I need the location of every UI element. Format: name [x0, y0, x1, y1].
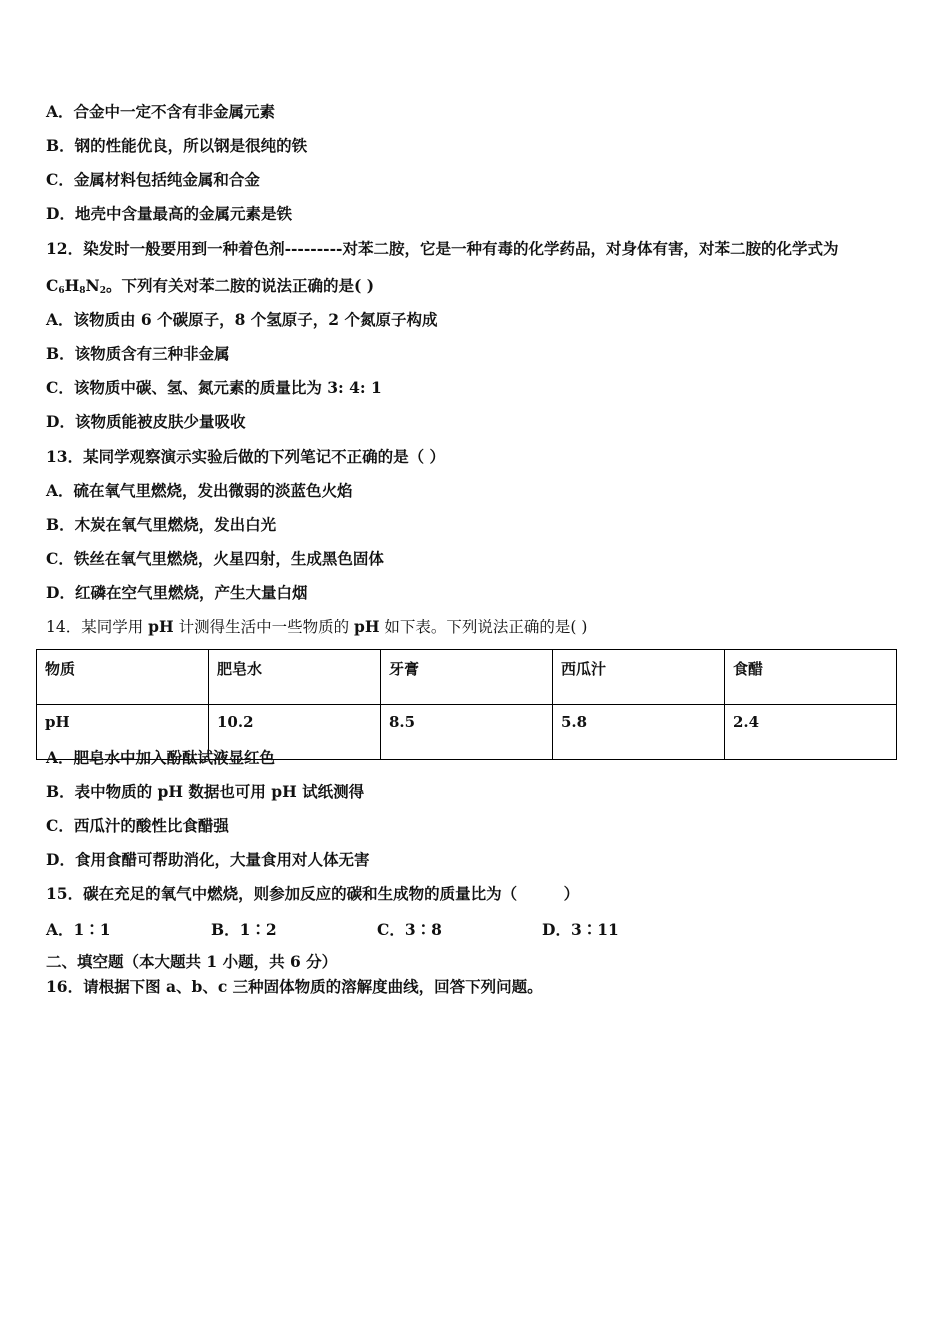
q15-option-d: D．3∶11 [542, 920, 619, 939]
table-cell: 牙膏 [381, 650, 553, 705]
q14-stem-p2: 计测得生活中一些物质的 [173, 618, 354, 636]
q14-stem-ph1: pH [148, 617, 174, 636]
formula-h: H [64, 276, 80, 295]
q11-option-a: A．合金中一定不含有非金属元素 [46, 102, 276, 121]
q14-option-c: C．西瓜汁的酸性比食醋强 [46, 816, 229, 835]
q15-stem: 15．碳在充足的氧气中燃烧，则参加反应的碳和生成物的质量比为（ ） [46, 884, 580, 903]
table-cell: 物质 [37, 650, 209, 705]
q14-stem-p3: 如下表。下列说法正确的是( ) [379, 618, 588, 636]
q15-option-c: C．3∶8 [377, 920, 442, 939]
formula-n: N [85, 276, 100, 295]
table-cell: 食醋 [725, 650, 897, 705]
q14-stem-ph2: pH [354, 617, 380, 636]
q12-stem-rest: 。下列有关对苯二胺的说法正确的是( ) [105, 276, 375, 295]
q11-option-c: C．金属材料包括纯金属和合金 [46, 170, 260, 189]
q11-option-b: B．钢的性能优良，所以钢是很纯的铁 [46, 136, 308, 155]
table-cell: 肥皂水 [209, 650, 381, 705]
section-heading: 二、填空题（本大题共 1 小题，共 6 分） [46, 952, 338, 971]
q13-option-c: C．铁丝在氧气里燃烧，火星四射，生成黑色固体 [46, 549, 384, 568]
q14-stem-p1: 14．某同学用 [46, 618, 149, 636]
q13-stem: 13．某同学观察演示实验后做的下列笔记不正确的是（ ） [46, 447, 445, 466]
table-cell: 10.2 [209, 705, 381, 760]
q12-stem-formula [46, 276, 374, 301]
q13-option-a: A．硫在氧气里燃烧，发出微弱的淡蓝色火焰 [46, 481, 353, 500]
q15-option-a: A．1∶1 [46, 920, 111, 939]
formula-c-sub: 6 [58, 286, 65, 296]
formula-h-sub: 8 [79, 286, 86, 296]
table-cell: 2.4 [725, 705, 897, 760]
q16-stem: 16．请根据下图 a、b、c 三种固体物质的溶解度曲线，回答下列问题。 [46, 977, 543, 996]
formula-n-sub: 2 [99, 286, 106, 296]
q14-option-a: A．肥皂水中加入酚酞试液显红色 [46, 748, 276, 767]
q15-option-b: B．1∶2 [211, 920, 277, 939]
table-cell: 5.8 [553, 705, 725, 760]
table-cell: 西瓜汁 [553, 650, 725, 705]
q12-option-c: C．该物质中碳、氢、氮元素的质量比为 3: 4: 1 [46, 378, 382, 397]
q13-option-b: B．木炭在氧气里燃烧，发出白光 [46, 515, 277, 534]
q13-option-d: D．红磷在空气里燃烧，产生大量白烟 [46, 583, 308, 602]
q12-stem: 12．染发时一般要用到一种着色剂---------对苯二胺，它是一种有毒的化学药品，对身体有害，对苯二胺的化学式为 [46, 239, 839, 258]
q12-option-d: D．该物质能被皮肤少量吸收 [46, 412, 246, 431]
table-cell: 8.5 [381, 705, 553, 760]
q14-option-d: D．食用食醋可帮助消化，大量食用对人体无害 [46, 850, 370, 869]
q12-option-a: A．该物质由 6 个碳原子，8 个氢原子，2 个氮原子构成 [46, 310, 438, 329]
formula-c: C [46, 276, 59, 295]
q12-option-b: B．该物质含有三种非金属 [46, 344, 230, 363]
table-header-row [37, 650, 897, 705]
ph-table [36, 649, 897, 760]
q14-stem [46, 617, 587, 637]
q14-option-b: B．表中物质的 pH 数据也可用 pH 试纸测得 [46, 782, 365, 801]
q11-option-d: D．地壳中含量最高的金属元素是铁 [46, 204, 292, 223]
table-cell: pH [37, 705, 209, 760]
